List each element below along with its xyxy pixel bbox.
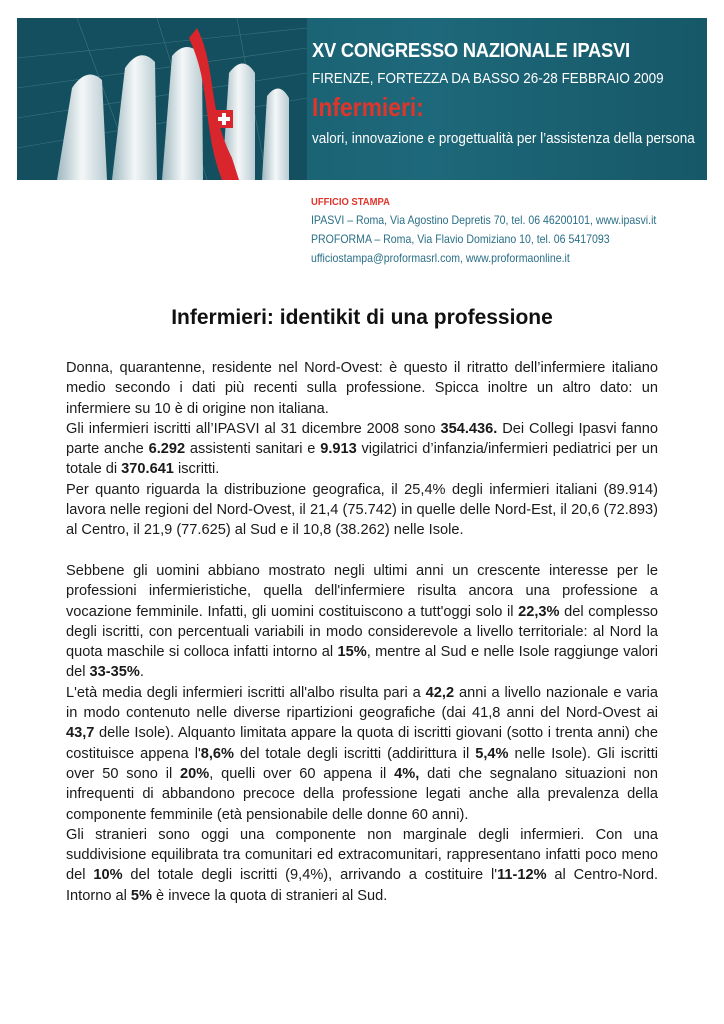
- article-paragraph: [66, 561, 658, 683]
- paragraph-text: iscritti.: [173, 461, 220, 478]
- press-office: [311, 196, 711, 269]
- congress-title: XV CONGRESSO NAZIONALE IPASVI: [312, 40, 630, 62]
- article-paragraph: [66, 358, 658, 419]
- article-paragraph: [66, 480, 658, 541]
- paragraph-text: è invece la quota di stranieri al Sud.: [152, 887, 388, 904]
- highlighted-figure: 11-12%: [497, 867, 547, 884]
- press-office-contacts: ufficiostampa@proformasrl.com, www.proformaonline.it: [311, 251, 570, 265]
- congress-subtitle: valori, innovazione e progettualità per l’assistenza della persona: [312, 130, 695, 147]
- highlighted-figure: 22,3%: [518, 603, 560, 620]
- press-office-proforma: PROFORMA – Roma, Via Flavio Domiziano 10, tel. 06 5417093: [311, 232, 610, 246]
- highlighted-figure: 354.436.: [440, 420, 498, 437]
- congress-theme: Infermieri:: [312, 92, 424, 122]
- congress-banner: [17, 18, 707, 180]
- highlighted-figure: 43,7: [66, 725, 95, 742]
- highlighted-figure: 10%: [93, 867, 123, 884]
- paragraph-text: del totale degli iscritti (9,4%), arrivando a costituire l': [122, 867, 498, 884]
- highlighted-figure: 4%,: [394, 765, 420, 782]
- paragraph-text: , mentre al Sud e nelle Isole raggiunge valori del: [66, 644, 658, 681]
- paragraph-text: Per quanto riguarda la distribuzione geografica, il 25,4% degli infermieri italiani (89.914) lavora nelle regioni del Nord-Ovest, il 21,4 (75.742) in quelle delle Nord-Est, il 20,6 (72.893) al Centro, il 21,9 (77.625) al Sud e il 10,8 (38.262) nelle Isole.: [66, 481, 658, 539]
- paragraph-text: anni a livello nazionale e varia in modo contenuto nelle diverse ripartizioni geografiche (dai 41,8 anni del Nord-Ovest ai: [66, 684, 659, 722]
- paragraph-text: L'età media degli infermieri iscritti all'albo risulta pari a: [66, 684, 426, 701]
- highlighted-figure: 5,4%: [475, 745, 509, 762]
- paragraph-text: del totale degli iscritti (addirittura il: [234, 745, 476, 762]
- press-office-ipasvi: IPASVI – Roma, Via Agostino Depretis 70, tel. 06 46200101, www.ipasvi.it: [311, 213, 657, 227]
- highlighted-figure: 370.641: [121, 461, 174, 478]
- paragraph-text: , quelli over 60 appena il: [209, 765, 395, 782]
- paragraph-text: nelle Isole). Gli iscritti over 50 sono il: [66, 745, 659, 782]
- article-paragraph: [66, 683, 658, 825]
- congress-logo-art: [17, 18, 307, 180]
- paragraph-text: del complesso degli iscritti, con percentuali variabili in modo considerevole a livello territoriale: al Nord la quota maschile si colloca infatti intorno al: [66, 603, 658, 661]
- article-title: Infermieri: identikit di una professione: [171, 306, 553, 329]
- article-paragraph: [66, 419, 658, 480]
- article-paragraph: [66, 825, 658, 906]
- paragraph-text: .: [139, 664, 144, 681]
- paragraph-text: Sebbene gli uomini abbiano mostrato negli ultimi anni un crescente interesse per le professioni infermieristiche, quella dell'infermiere risulta ancora una professione a vocazione femminile. Infatti, gli uomini costituiscono a tutt'oggi solo il: [66, 562, 658, 620]
- congress-venue: FIRENZE, FORTEZZA DA BASSO 26-28 FEBBRAIO 2009: [312, 70, 664, 87]
- highlighted-figure: 15%: [337, 644, 367, 661]
- highlighted-figure: 6.292: [148, 441, 186, 458]
- highlighted-figure: 42,2: [425, 684, 455, 701]
- article-body: [66, 358, 658, 906]
- highlighted-figure: 20%: [180, 765, 210, 782]
- paragraph-text: Gli stranieri sono oggi una componente non marginale degli infermieri. Con una suddivisione equilibrata tra comunitari ed extracomunitari, rappresentano infatti poco meno del: [66, 826, 658, 884]
- paragraph-text: assistenti sanitari e: [185, 441, 321, 458]
- paragraph-text: delle Isole). Alquanto limitata appare la quota di iscritti giovani (sotto i trenta anni) che costituisce appena l': [66, 725, 658, 762]
- highlighted-figure: 33-35%: [89, 664, 140, 681]
- highlighted-figure: 9.913: [320, 441, 357, 458]
- paragraph-text: Dei Collegi Ipasvi fanno parte anche: [66, 420, 658, 458]
- highlighted-figure: 5%: [130, 887, 152, 904]
- paragraph-text: Gli infermieri iscritti all’IPASVI al 31 dicembre 2008 sono: [66, 420, 441, 437]
- highlighted-figure: 8,6%: [200, 745, 235, 762]
- paragraph-text: al Centro-Nord. Intorno al: [66, 867, 658, 904]
- paragraph-text: dati che segnalano situazioni non infrequenti di abbandono precoce della professione legati anche alla prevalenza della componente femminile (età pensionabile delle donne 60 anni).: [66, 765, 658, 823]
- paragraph-text: Donna, quarantenne, residente nel Nord-Ovest: è questo il ritratto dell’infermiere italiano medio secondo i dati più recenti sulla professione. Spicca inoltre un altro dato: un infermiere su 10 è di origine non italiana.: [66, 360, 658, 417]
- press-office-heading: UFFICIO STAMPA: [311, 196, 390, 208]
- paragraph-text: vigilatrici d’infanzia/infermieri pediatrici per un totale di: [66, 441, 658, 478]
